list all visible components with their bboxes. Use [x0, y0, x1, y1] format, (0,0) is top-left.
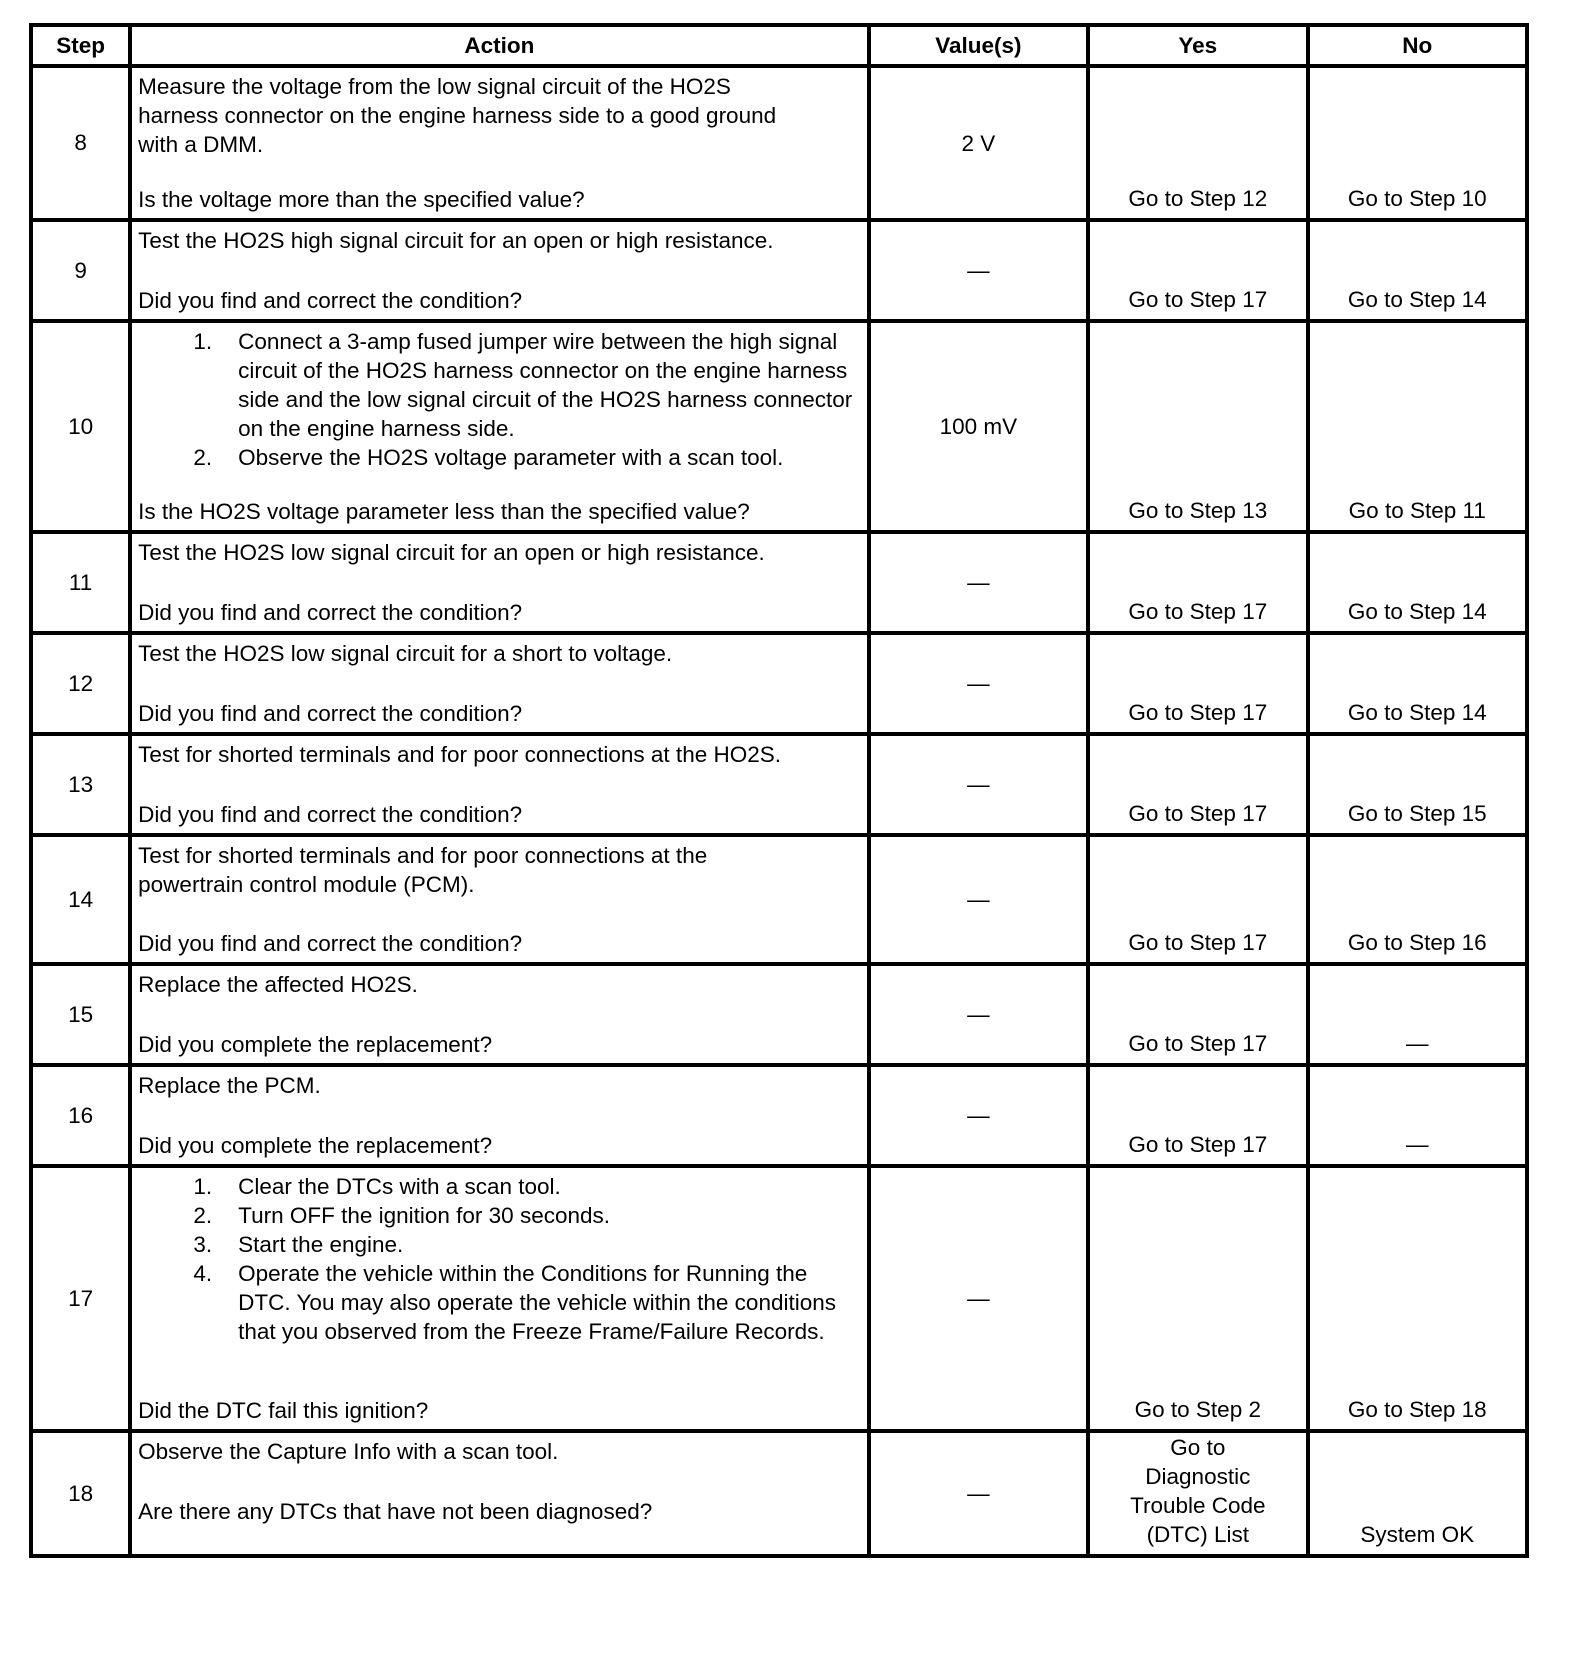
- list-item-number: 2.: [193, 1203, 213, 1228]
- table-row: [31, 1431, 1527, 1556]
- list-item: [138, 1172, 857, 1201]
- yes-cell: Go to Step 17: [1088, 532, 1307, 633]
- action-text: Replace the affected HO2S.: [138, 972, 418, 997]
- action-question: Did you find and correct the condition?: [138, 701, 523, 726]
- action-text: powertrain control module (PCM).: [138, 872, 475, 897]
- yes-cell: Go to Step 17: [1088, 964, 1307, 1065]
- value-cell: 2 V: [869, 66, 1088, 220]
- header-step: Step: [31, 25, 130, 66]
- step-number: 13: [31, 734, 130, 835]
- step-number: 16: [31, 1065, 130, 1166]
- action-cell: [130, 734, 869, 835]
- list-item-text: Start the engine.: [238, 1232, 404, 1257]
- header-values: Value(s): [869, 25, 1088, 66]
- table-row: [31, 1065, 1527, 1166]
- action-cell: [130, 1166, 869, 1431]
- list-item: [138, 327, 857, 443]
- list-item-text: Connect a 3-amp fused jumper wire between the high signal circuit of the HO2S harness connector on the engine harness side and the low signal circuit of the HO2S harness connector on the engine harness side.: [238, 329, 853, 441]
- yes-cell: Go to Step 2: [1088, 1166, 1307, 1431]
- header-action: Action: [130, 25, 869, 66]
- step-number: 8: [31, 66, 130, 220]
- step-number: 11: [31, 532, 130, 633]
- action-cell: [130, 1065, 869, 1166]
- yes-cell: Go to Step 17: [1088, 633, 1307, 734]
- list-item-text: Clear the DTCs with a scan tool.: [238, 1174, 561, 1199]
- action-cell: [130, 835, 869, 964]
- action-question: Did the DTC fail this ignition?: [138, 1398, 429, 1423]
- header-yes: Yes: [1088, 25, 1307, 66]
- action-list: [138, 1172, 857, 1346]
- list-item: [138, 443, 857, 472]
- action-question: Did you find and correct the condition?: [138, 802, 523, 827]
- header-no: No: [1308, 25, 1527, 66]
- action-cell: [130, 532, 869, 633]
- no-cell: Go to Step 10: [1308, 66, 1527, 220]
- list-item-text: Turn OFF the ignition for 30 seconds.: [238, 1203, 610, 1228]
- value-cell: —: [869, 633, 1088, 734]
- value-cell: —: [869, 532, 1088, 633]
- value-cell: —: [869, 835, 1088, 964]
- value-cell: —: [869, 220, 1088, 321]
- value-cell: —: [869, 1166, 1088, 1431]
- action-text: harness connector on the engine harness side to a good ground: [138, 103, 777, 128]
- list-item: [138, 1201, 857, 1230]
- table-row: [31, 964, 1527, 1065]
- no-cell: Go to Step 16: [1308, 835, 1527, 964]
- list-item: [138, 1230, 857, 1259]
- action-text: Observe the Capture Info with a scan tool.: [138, 1439, 559, 1464]
- list-item: [138, 1259, 857, 1346]
- no-cell: System OK: [1308, 1431, 1527, 1556]
- list-item-number: 4.: [193, 1261, 213, 1286]
- table-row: [31, 1166, 1527, 1431]
- table-row: [31, 532, 1527, 633]
- action-text: Test the HO2S low signal circuit for an open or high resistance.: [138, 540, 765, 565]
- yes-cell: Go to Step 17: [1088, 835, 1307, 964]
- action-text: Replace the PCM.: [138, 1073, 321, 1098]
- action-question: Is the HO2S voltage parameter less than the specified value?: [138, 499, 750, 524]
- table-row: [31, 633, 1527, 734]
- action-cell: [130, 964, 869, 1065]
- step-number: 9: [31, 220, 130, 321]
- no-cell: Go to Step 14: [1308, 633, 1527, 734]
- value-cell: —: [869, 734, 1088, 835]
- table-row: [31, 835, 1527, 964]
- yes-cell: Go to Diagnostic Trouble Code (DTC) List: [1088, 1431, 1307, 1556]
- value-cell: —: [869, 1065, 1088, 1166]
- action-text: Test the HO2S high signal circuit for an open or high resistance.: [138, 228, 774, 253]
- action-list: [138, 327, 857, 472]
- yes-cell: Go to Step 12: [1088, 66, 1307, 220]
- step-number: 14: [31, 835, 130, 964]
- table-body: [31, 66, 1527, 1556]
- yes-cell: Go to Step 13: [1088, 321, 1307, 532]
- list-item-number: 1.: [193, 329, 213, 354]
- table-row: [31, 66, 1527, 220]
- action-text: with a DMM.: [138, 132, 264, 157]
- table-row: [31, 321, 1527, 532]
- yes-cell: Go to Step 17: [1088, 1065, 1307, 1166]
- action-cell: [130, 1431, 869, 1556]
- step-number: 17: [31, 1166, 130, 1431]
- list-item-number: 1.: [193, 1174, 213, 1199]
- header-row: [31, 25, 1527, 66]
- action-question: Did you complete the replacement?: [138, 1032, 493, 1057]
- action-text: Test for shorted terminals and for poor connections at the: [138, 843, 708, 868]
- action-question: Did you complete the replacement?: [138, 1133, 493, 1158]
- action-text: Test for shorted terminals and for poor connections at the HO2S.: [138, 742, 781, 767]
- table-row: [31, 734, 1527, 835]
- list-item-number: 2.: [193, 445, 213, 470]
- list-item-text: Observe the HO2S voltage parameter with a scan tool.: [238, 445, 784, 470]
- table-row: [31, 220, 1527, 321]
- value-cell: —: [869, 964, 1088, 1065]
- action-cell: [130, 66, 869, 220]
- step-number: 10: [31, 321, 130, 532]
- yes-cell: Go to Step 17: [1088, 734, 1307, 835]
- no-cell: Go to Step 18: [1308, 1166, 1527, 1431]
- no-cell: —: [1308, 1065, 1527, 1166]
- no-cell: Go to Step 14: [1308, 220, 1527, 321]
- list-item-number: 3.: [193, 1232, 213, 1257]
- no-cell: Go to Step 14: [1308, 532, 1527, 633]
- step-number: 15: [31, 964, 130, 1065]
- action-text: Measure the voltage from the low signal circuit of the HO2S: [138, 74, 731, 99]
- action-question: Did you find and correct the condition?: [138, 931, 523, 956]
- action-question: Did you find and correct the condition?: [138, 288, 523, 313]
- action-cell: [130, 321, 869, 532]
- value-cell: —: [869, 1431, 1088, 1556]
- action-cell: [130, 633, 869, 734]
- list-item-text: Operate the vehicle within the Conditions for Running the DTC. You may also operate the vehicle within the conditions that you observed from the Freeze Frame/Failure Records.: [238, 1261, 836, 1344]
- diagnostic-steps-table: [29, 23, 1529, 1558]
- step-number: 12: [31, 633, 130, 734]
- yes-cell: Go to Step 17: [1088, 220, 1307, 321]
- value-cell: 100 mV: [869, 321, 1088, 532]
- action-text: Test the HO2S low signal circuit for a short to voltage.: [138, 641, 673, 666]
- action-question: Did you find and correct the condition?: [138, 600, 523, 625]
- action-cell: [130, 220, 869, 321]
- step-number: 18: [31, 1431, 130, 1556]
- no-cell: Go to Step 11: [1308, 321, 1527, 532]
- action-question: Is the voltage more than the specified value?: [138, 187, 585, 212]
- action-question: Are there any DTCs that have not been diagnosed?: [138, 1499, 653, 1524]
- no-cell: Go to Step 15: [1308, 734, 1527, 835]
- no-cell: —: [1308, 964, 1527, 1065]
